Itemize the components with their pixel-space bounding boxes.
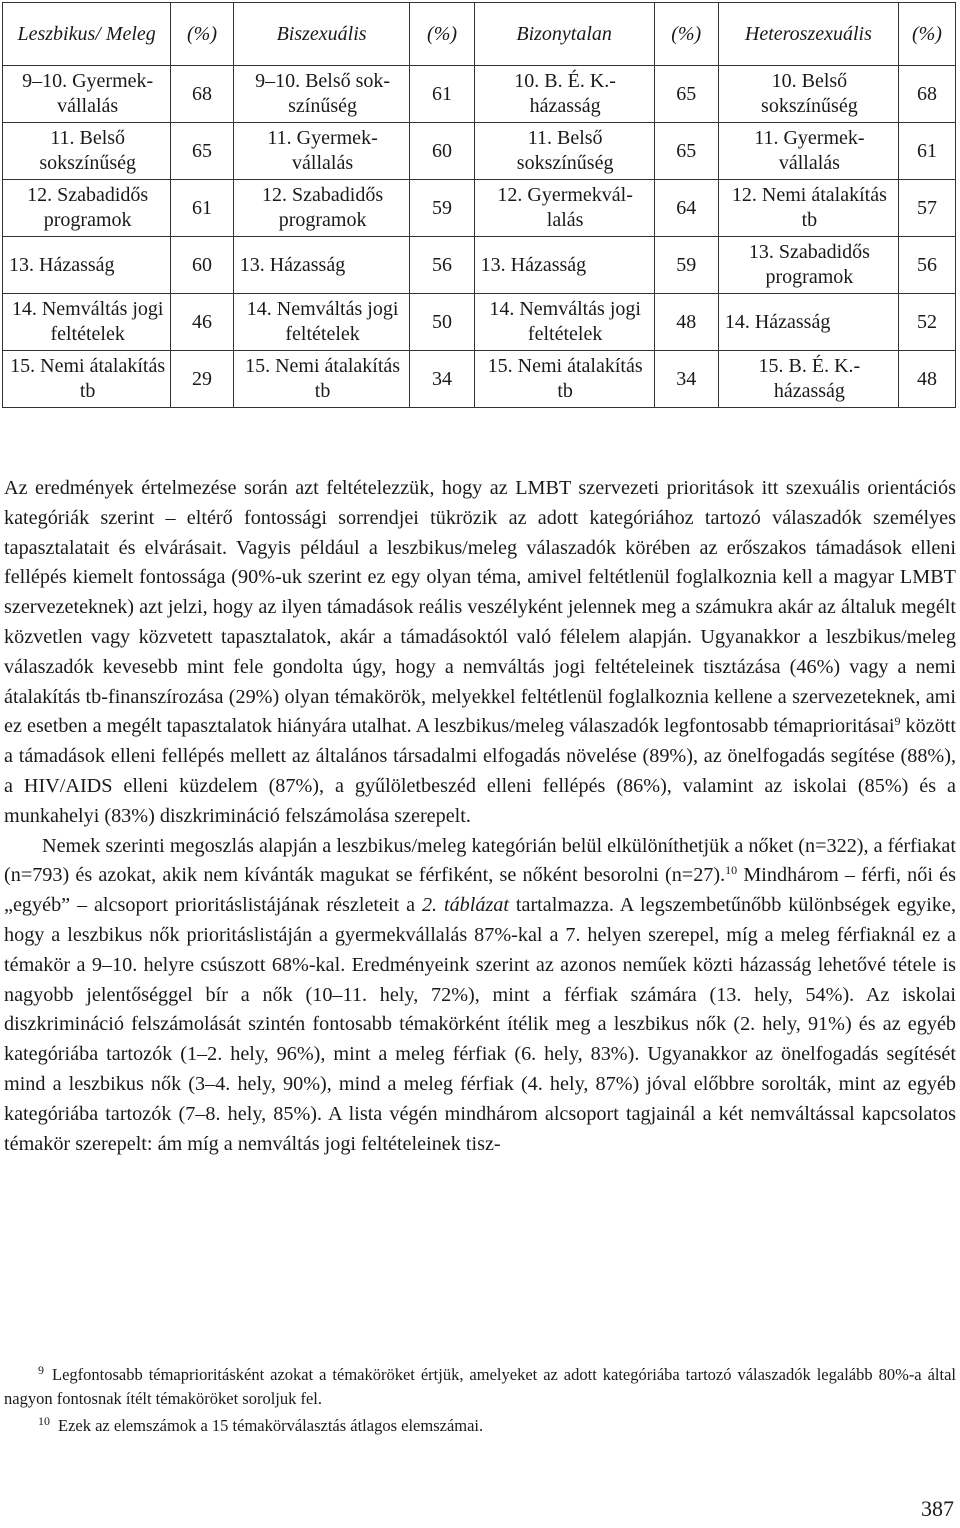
table-cell-label: 11. Gyermek- vállalás [718,123,898,180]
table-cell-value: 56 [898,237,955,294]
table-cell-value: 61 [410,66,474,123]
table-cell-value: 34 [654,351,718,408]
table-cell-label: 12. Nemi átalakítás tb [718,180,898,237]
table-row [3,294,956,351]
header-biszexualis: Biszexuális [233,3,410,66]
table-row [3,237,956,294]
paragraph-2-text-c: tartalmazza. A legszembetűnőbb különbségek egyike, hogy a leszbikus nők prioritáslistáján a gyermekvállalás 87%-kal a 7. helyen szerepel, míg a meleg férfiaknál ez a témakör a 9–10. helyre csúszott 68%-kal. Eredményeink szerint az azonos neműek közti házasság lehetővé tétele is nagyobb jelentőséggel bír a nők (10–11. hely, 72%), mint a férfiak számára (13. hely, 54%). Az iskolai diszkrimináció felszámolását szintén fontosabb témakörként ítélik meg a leszbikus nők (2. hely, 91%) és az egyéb kategóriába tartozók (1–2. hely, 96%), mint a meleg férfiak (6. hely, 83%). Ugyanakkor az önelfogadás segítését mind a leszbikus nők (3–4. hely, 90%), mind a meleg férfiak (4. hely, 87%) jóval előbbre sorolták, mint az egyéb kategóriába tartozók (7–8. hely, 85%). A lista végén mindhárom alcsoport tagjainál a két nemváltással kapcsolatos témakör szerepelt: ám míg a nemváltás jogi feltételeinek tisz- [4,894,956,1155]
table-cell-value: 59 [654,237,718,294]
table-cell-value: 50 [410,294,474,351]
table-cell-label: 11. Belső sokszínűség [474,123,654,180]
table-cell-label: 11. Gyermek- vállalás [233,123,410,180]
table-cell-value: 57 [898,180,955,237]
table-cell-value: 60 [171,237,233,294]
paragraph-2-text-b: Mindhárom – férfi, női és „egyéb” – alcsoport prioritáslistájának részleteit a [4,864,956,917]
table-cell-value: 52 [898,294,955,351]
paragraph-1 [4,474,956,832]
header-pct-1: (%) [171,3,233,66]
table-cell-label: 9–10. Belső sok- színűség [233,66,410,123]
header-bizonytalan: Bizonytalan [474,3,654,66]
body-text [4,474,956,1159]
table-cell-label: 15. Nemi átalakítás tb [3,351,171,408]
header-pct-4: (%) [898,3,955,66]
paragraph-2-text-a: Nemek szerinti megoszlás alapján a leszbikus/meleg kategórián belül elkülöníthetjük a nőket (n=322), a férfiakat (n=793) és azokat, akik nem kívánták magukat se férfiként, se nőként besorolni (n=27). [4,834,956,887]
table-cell-value: 60 [410,123,474,180]
footnote-text: Legfontosabb témaprioritásként azokat a témaköröket értjük, amelyeket az adott kategóriába tartozó válaszadók legalább 80%-a által nagyon fontosnak ítélt témaköröket soroljuk fel. [4,1365,956,1408]
table-cell-value: 65 [654,66,718,123]
table-cell-value: 48 [654,294,718,351]
table-cell-value: 65 [171,123,233,180]
table-cell-value: 59 [410,180,474,237]
footnote-text: Ezek az elemszámok a 15 témakörválasztás átlagos elemszámai. [58,1416,484,1435]
table-cell-value: 68 [898,66,955,123]
table-cell-label: 11. Belső sokszínűség [3,123,171,180]
footnote-9: 9 Legfontosabb témaprioritásként azokat a témaköröket értjük, amelyeket az adott kategóriába tartozó válaszadók legalább 80%-a által nagyon fontosnak ítélt témaköröket soroljuk fel. [4,1363,956,1408]
table-cell-label: 15. Nemi átalakítás tb [233,351,410,408]
table-reference: 2. táblázat [421,894,510,917]
header-leszbikus-meleg: Leszbikus/ Meleg [3,3,171,66]
table-cell-label: 14. Nemváltás jogi feltételek [3,294,171,351]
table-cell-label: 14. Nemváltás jogi feltételek [474,294,654,351]
table-row [3,66,956,123]
paragraph-2 [4,832,956,1160]
paragraph-1-text: Az eredmények értelmezése során azt feltételezzük, hogy az LMBT szervezeti prioritások itt szexuális orientációs kategóriák szerint – eltérő fontossági sorrendjei tükrözik az adott kategóriához tartozó válaszadók személyes tapasztalatait és elvárásait. Vagyis például a leszbikus/meleg válaszadók körében az erőszakos támadások elleni fellépés kiemelt fontossága (90%-uk szerint ez egy olyan téma, amivel feltétlenül foglalkoznia kell a magyar LMBT szervezeteknek) azt jelzi, hogy az ilyen támadások reális veszélyként jelennek meg a számukra akár az általuk megélt közvetlen vagy közvetett tapasztalatok, akár a támadásoktól való félelem alapján. Ugyanakkor a leszbikus/meleg válaszadók kevesebb mint fele gondolta úgy, hogy a nemváltás jogi feltételeinek tisztázása (46%) vagy a nemi átalakítás tb-finanszírozása (29%) olyan témakörök, melyekkel feltétlenül foglalkoznia kellene a szervezeteknek, ami ez esetben a megélt tapasztalatok hiányára utalhat. A leszbikus/meleg válaszadók legfontosabb témaprioritásai [4,477,956,738]
footnotes [4,1363,956,1441]
table-cell-label: 13. Házasság [233,237,410,294]
footnote-10: 10 Ezek az elemszámok a 15 témakörválasztás átlagos elemszámai. [38,1414,484,1435]
table-cell-label: 10. Belső sokszínűség [718,66,898,123]
table-cell-value: 56 [410,237,474,294]
table-cell-label: 12. Szabadidős programok [233,180,410,237]
table-cell-label: 13. Szabadidős programok [718,237,898,294]
table-cell-value: 61 [898,123,955,180]
table-row [3,123,956,180]
table-cell-label: 12. Szabadidős programok [3,180,171,237]
header-pct-3: (%) [654,3,718,66]
table-cell-label: 15. B. É. K.- házasság [718,351,898,408]
page-number: 387 [921,1496,954,1521]
footnote-ref-9: 9 [894,714,901,729]
table-cell-value: 64 [654,180,718,237]
table-cell-label: 13. Házasság [3,237,171,294]
table-cell-label: 9–10. Gyermek- vállalás [3,66,171,123]
table-cell-value: 29 [171,351,233,408]
table-row [3,180,956,237]
table-cell-value: 48 [898,351,955,408]
table-cell-label: 14. Nemváltás jogi feltételek [233,294,410,351]
footnote-ref-10: 10 [725,863,738,878]
table-cell-label: 14. Házasság [718,294,898,351]
table-cell-value: 46 [171,294,233,351]
table-cell-label: 13. Házasság [474,237,654,294]
table-cell-label: 12. Gyermekvál- lalás [474,180,654,237]
table-header-row [3,3,956,66]
header-pct-2: (%) [410,3,474,66]
table-row [3,351,956,408]
table-cell-label: 15. Nemi átalakítás tb [474,351,654,408]
table-cell-value: 68 [171,66,233,123]
table-cell-value: 65 [654,123,718,180]
table-cell-label: 10. B. É. K.- házasság [474,66,654,123]
table-cell-value: 34 [410,351,474,408]
paragraph-1-end: között a támadások elleni fellépés mellett az általános társadalmi elfogadás növelése (89%), az önelfogadás segítése (88%), a HIV/AIDS elleni küzdelem (87%), a gyűlöletbeszéd elleni fellépés (86%), valamint az iskolai (85%) és a munkahelyi (83%) diszkrimináció felszámolása szerepelt. [4,715,956,827]
header-heteroszexualis: Heteroszexuális [718,3,898,66]
priority-rank-table [2,2,956,408]
table-cell-value: 61 [171,180,233,237]
